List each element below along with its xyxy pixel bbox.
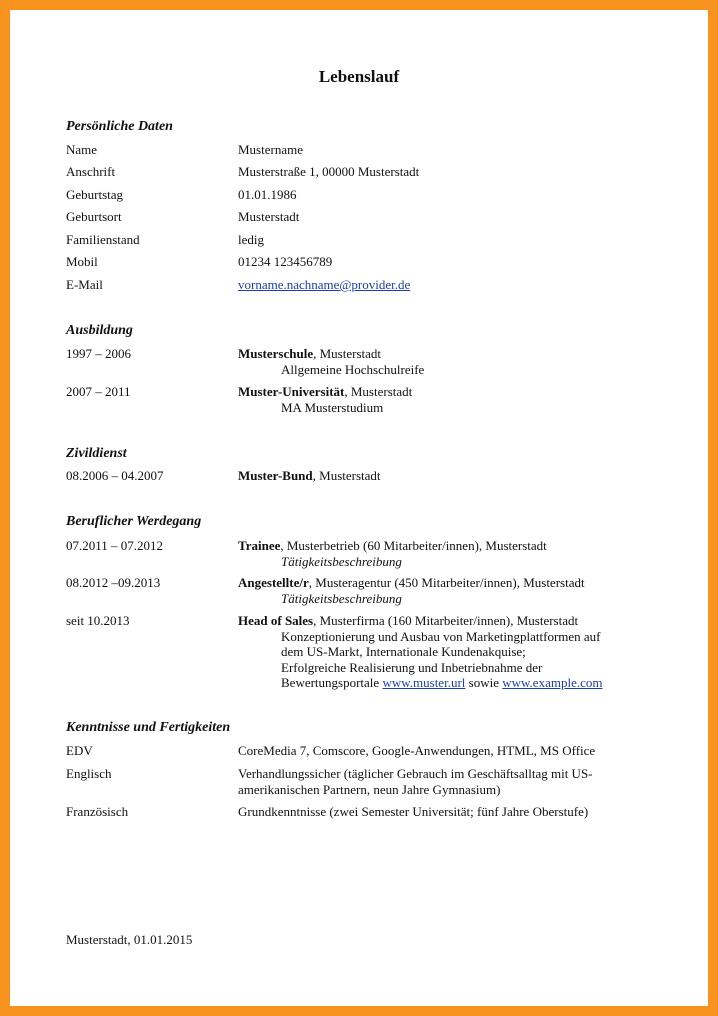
row-label: Name (66, 142, 98, 157)
row-label: Mobil (66, 254, 98, 269)
job-description-line: Erfolgreiche Realisierung und Inbetriebnahme der (281, 659, 543, 675)
institution-name: Musterschule (238, 346, 314, 361)
cv-page (10, 10, 708, 1006)
row-value (238, 766, 658, 797)
row-label: Englisch (66, 766, 112, 781)
job-employer: , Musteragentur (450 Mitarbeiter/innen), Musterstadt (308, 575, 585, 590)
institution-place: , Musterstadt (312, 468, 381, 483)
place-date-footer: Musterstadt, 01.01.2015 (66, 932, 193, 947)
job-role: Head of Sales (238, 613, 314, 628)
job-employer: , Musterbetrieb (60 Mitarbeiter/innen), Musterstadt (280, 538, 547, 553)
job-employer: , Musterfirma (160 Mitarbeiter/innen), Musterstadt (313, 613, 579, 628)
row-label: E-Mail (66, 277, 103, 292)
row-label: Familienstand (66, 232, 140, 247)
row-value: Mustername (238, 142, 303, 157)
row-headline (238, 538, 658, 554)
row-value: ledig (238, 232, 264, 247)
row-content (238, 346, 658, 377)
job-description-line: Konzeptionierung und Ausbau von Marketingplattformen auf (281, 628, 601, 644)
job-description: Tätigkeitsbeschreibung (281, 590, 402, 606)
institution-name: Muster-Universität (238, 384, 345, 399)
section-heading-civil-service: Zivildienst (66, 446, 127, 461)
job-role: Trainee (238, 538, 281, 553)
job-description: Tätigkeitsbeschreibung (281, 553, 402, 569)
row-period: 2007 – 2011 (66, 384, 131, 399)
row-content (238, 613, 658, 691)
link-muster-url[interactable]: www.muster.url (382, 675, 466, 690)
row-label: Französisch (66, 804, 129, 819)
row-period: 07.2011 – 07.2012 (66, 538, 164, 553)
row-headline (238, 346, 658, 362)
section-heading-skills: Kenntnisse und Fertigkeiten (66, 720, 231, 735)
email-link[interactable]: vorname.nachname@provider.de (238, 277, 411, 292)
link-prefix: Bewertungsportale (281, 675, 383, 690)
section-heading-education: Ausbildung (66, 323, 133, 338)
job-description-line (238, 675, 658, 691)
row-detail: Allgemeine Hochschulreife (281, 361, 425, 377)
row-content (238, 384, 658, 415)
job-role: Angestellte/r (238, 575, 309, 590)
row-value: Musterstraße 1, 00000 Musterstadt (238, 164, 420, 179)
email-value (238, 277, 658, 293)
page-title: Lebenslauf (318, 67, 400, 86)
link-example-com[interactable]: www.example.com (502, 675, 603, 690)
institution-place: , Musterstadt (313, 346, 381, 361)
row-value: 01.01.1986 (238, 187, 297, 202)
row-headline (238, 384, 658, 400)
row-period: 1997 – 2006 (66, 346, 131, 361)
row-headline (238, 613, 658, 629)
row-content (238, 575, 658, 606)
row-value-line: amerikanischen Partnern, neun Jahre Gymnasium) (238, 781, 501, 797)
job-description-line: dem US-Markt, Internationale Kundenakquise; (281, 644, 526, 659)
row-value: Grundkenntnisse (zwei Semester Universität; fünf Jahre Oberstufe) (238, 804, 589, 819)
row-headline (238, 575, 658, 591)
section-heading-career: Beruflicher Werdegang (66, 514, 202, 529)
row-period: 08.2006 – 04.2007 (66, 468, 164, 483)
row-label: Anschrift (66, 164, 116, 179)
row-label: EDV (66, 743, 93, 758)
row-value: 01234 123456789 (238, 254, 333, 269)
row-period: 08.2012 –09.2013 (66, 575, 161, 590)
section-heading-personal: Persönliche Daten (66, 119, 173, 134)
link-joiner: sowie (465, 675, 503, 690)
row-value-line: Verhandlungssicher (täglicher Gebrauch im Geschäftsalltag mit US- (238, 766, 593, 781)
row-label: Geburtsort (66, 209, 122, 224)
institution-name: Muster-Bund (238, 468, 313, 483)
row-detail: MA Musterstudium (281, 399, 384, 415)
row-value: CoreMedia 7, Comscore, Google-Anwendungen, HTML, MS Office (238, 743, 596, 758)
row-label: Geburtstag (66, 187, 124, 202)
institution-place: , Musterstadt (344, 384, 413, 399)
row-period: seit 10.2013 (66, 613, 130, 628)
row-content (238, 538, 658, 569)
row-content (238, 468, 658, 484)
row-value: Musterstadt (238, 209, 300, 224)
